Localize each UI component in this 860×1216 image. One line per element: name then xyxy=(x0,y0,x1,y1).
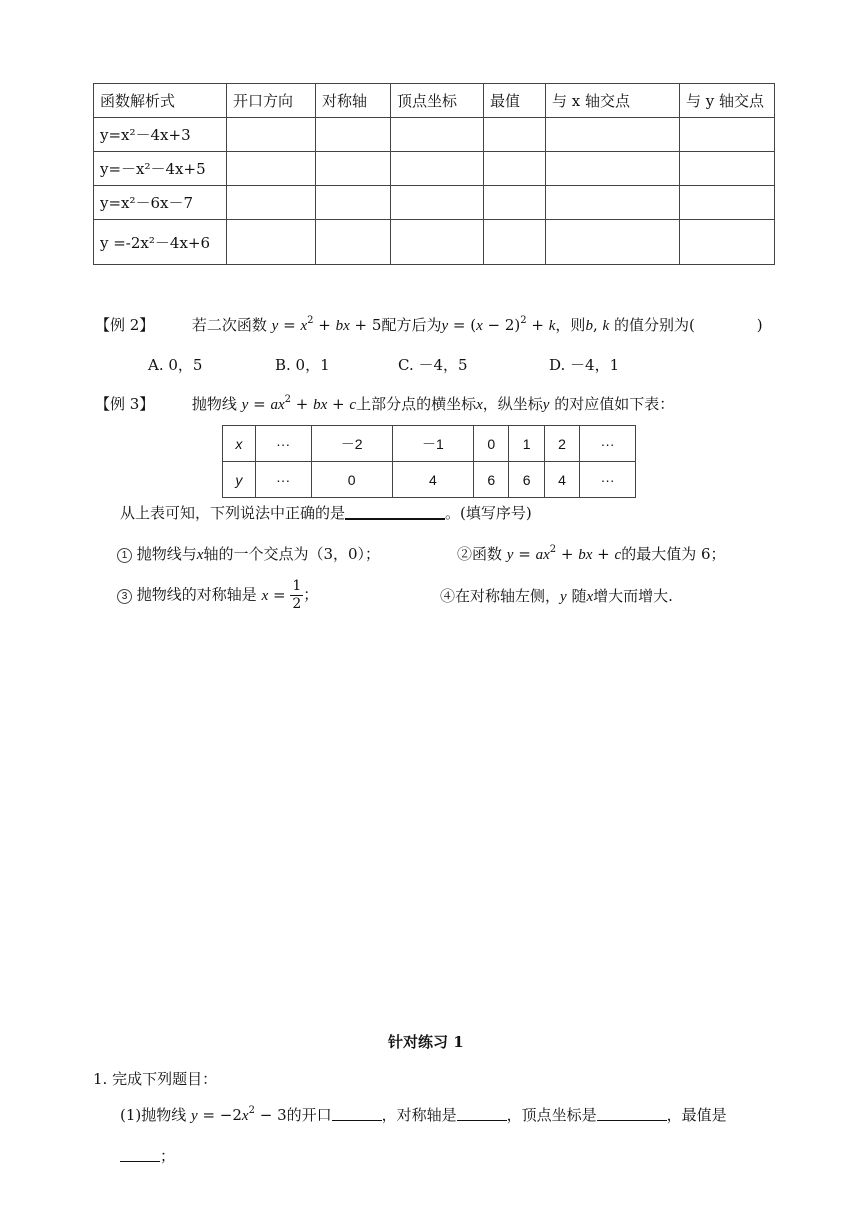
header-cell: 对称轴 xyxy=(316,84,391,118)
value-table xyxy=(222,425,636,498)
example-2-line: 【例 2】 若二次函数 $y = x^2$ + bx + 5配方后为$y = (x - 2)^2 + k$，则b, k 的值分别为( ) xyxy=(95,315,763,334)
statement-3: 3 抛物线的对称轴是 x = $\frac{1}{2}$ ； xyxy=(117,578,318,613)
answer-blank[interactable] xyxy=(345,503,445,520)
header-cell: 顶点坐标 xyxy=(391,84,484,118)
question-1-1-cont: ； xyxy=(120,1145,175,1166)
answer-blank[interactable] xyxy=(332,1106,382,1121)
section-title: 针对练习 1 xyxy=(388,1033,464,1051)
table-header-row xyxy=(94,84,775,118)
table-row xyxy=(94,118,775,152)
question-1-1: (1)抛物线 $y = -2x^2 - 3$的开口 ，对称轴是 ，顶点坐标是 ，最值是 xyxy=(120,1105,727,1124)
header-cell: 函数解析式 xyxy=(94,84,227,118)
formula: $y = ax^2$ + bx + c xyxy=(241,394,357,413)
header-cell: 开口方向 xyxy=(227,84,316,118)
option-c[interactable]: C. －4，5 xyxy=(398,356,468,374)
answer-blank[interactable] xyxy=(597,1106,667,1121)
formula: x = $\frac{1}{2}$ xyxy=(261,578,302,612)
formula: $y = ax^2$ + bx + c xyxy=(506,544,622,563)
option-d[interactable]: D. －4，1 xyxy=(549,356,620,374)
function-cell: y =-2x²－4x+6 xyxy=(94,220,227,265)
example-3-tag: 【例 3】 xyxy=(95,395,155,413)
example-2-tag: 【例 2】 xyxy=(95,316,155,334)
statement-2: ②函数 $y = ax^2$ + bx + c的最大值为 6； xyxy=(457,544,726,563)
function-cell: y=－x²－4x+5 xyxy=(94,152,227,186)
table-row-x: x ··· －2 －1 0 1 2 ··· xyxy=(223,426,636,462)
function-properties-table xyxy=(93,83,775,265)
table-row xyxy=(94,220,775,265)
answer-blank[interactable] xyxy=(457,1106,507,1121)
statement-1: 1 抛物线与x轴的一个交点为（3，0）； xyxy=(117,543,380,564)
table-row xyxy=(94,152,775,186)
circled-number: 1 xyxy=(117,548,132,563)
formula: $y = -2x^2 - 3$ xyxy=(191,1105,287,1124)
question-1: 1. 完成下列题目： xyxy=(93,1070,218,1088)
table-row-y: y ··· 0 4 6 6 4 ··· xyxy=(223,462,636,498)
formula: $y = x^2$ + bx + 5 xyxy=(271,315,382,334)
header-cell: 最值 xyxy=(484,84,546,118)
header-cell: 与 y 轴交点 xyxy=(680,84,775,118)
formula: $y = (x - 2)^2 + k$ xyxy=(441,315,556,334)
header-cell: 与 x 轴交点 xyxy=(546,84,680,118)
question-line: 从上表可知，下列说法中正确的是 。(填写序号) xyxy=(120,504,532,522)
table-row xyxy=(94,186,775,220)
formula: b, k xyxy=(585,316,610,334)
circled-number: 3 xyxy=(117,589,132,604)
option-b[interactable]: B. 0，1 xyxy=(275,356,330,374)
example-3-line: 【例 3】 抛物线 $y = ax^2$ + bx + c上部分点的横坐标x，纵坐标y 的对应值如下表： xyxy=(95,394,675,413)
option-a[interactable]: A. 0，5 xyxy=(148,356,203,374)
answer-blank[interactable] xyxy=(120,1147,160,1162)
function-cell: y=x²－6x－7 xyxy=(94,186,227,220)
statement-4: ④在对称轴左侧，y 随x增大而增大. xyxy=(440,587,673,605)
function-cell: y=x²－4x+3 xyxy=(94,118,227,152)
